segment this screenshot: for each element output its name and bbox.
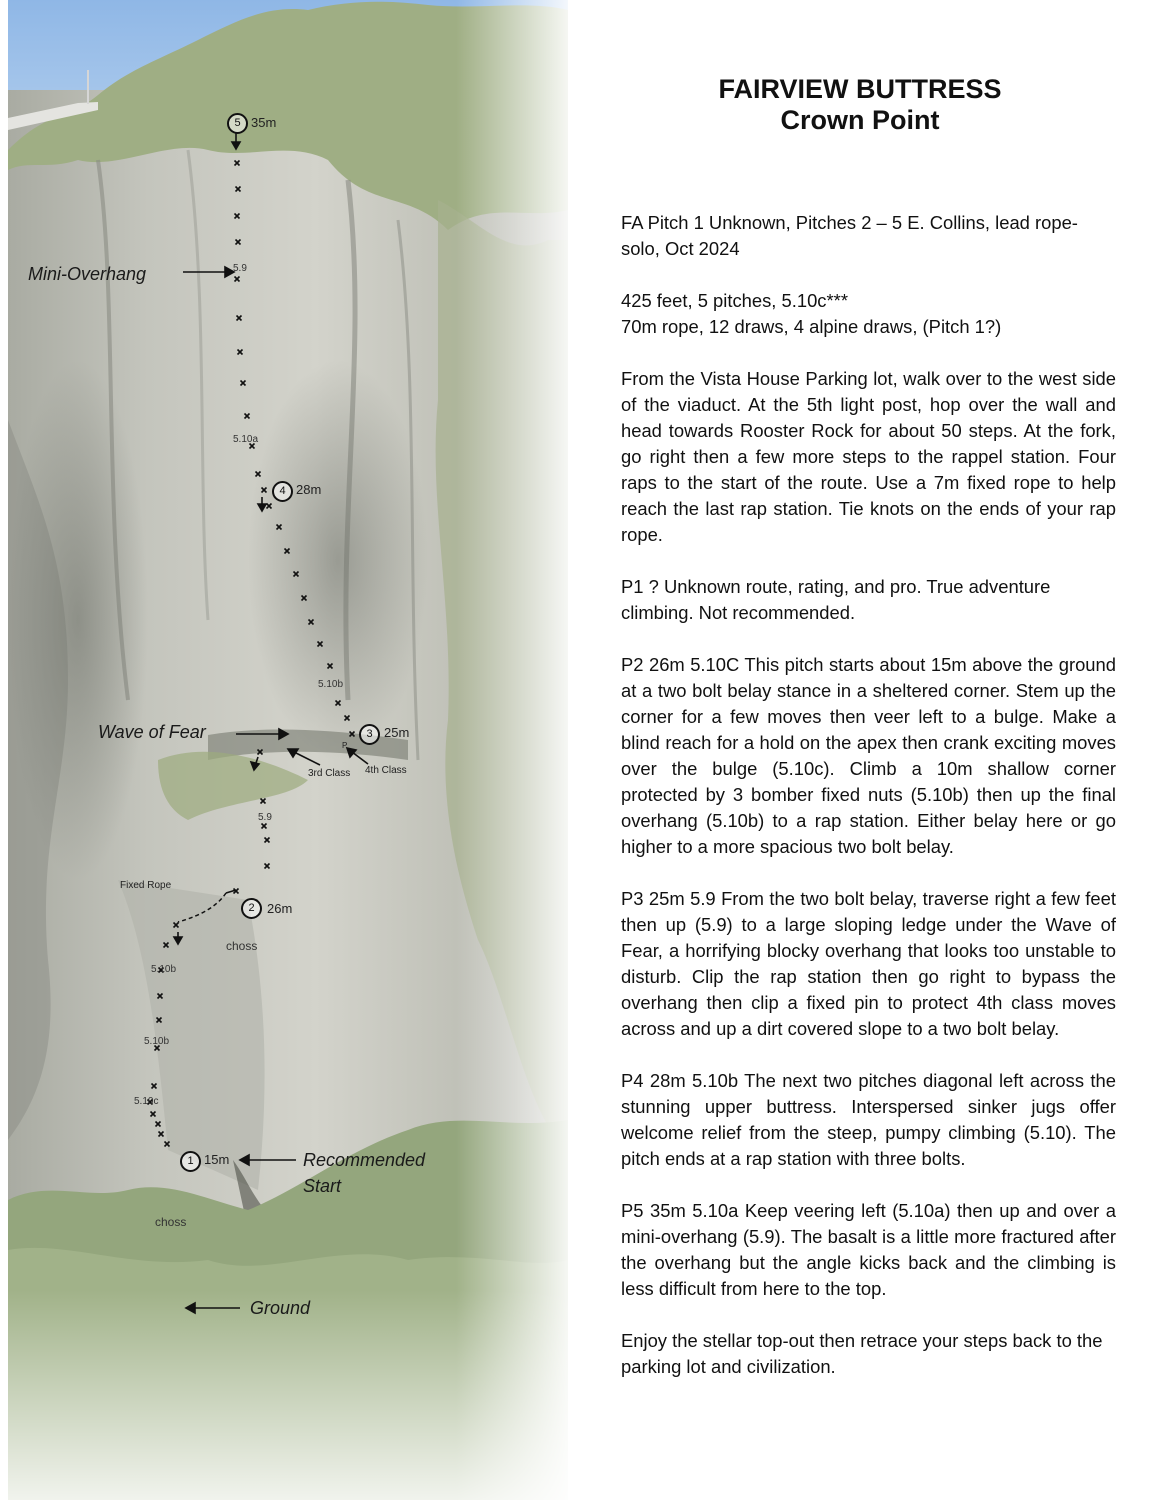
grade-p5-low: 5.10a — [233, 434, 259, 445]
grade-p3: 5.10b — [318, 679, 344, 690]
pitch-4-paragraph: P4 28m 5.10b The next two pitches diagonal left across the stunning upper buttress. Interspersed sinker jugs offer welcome relief from the steep, pumpy climbing (5.10). The pitch ends at a rap station with three bolts. — [621, 1070, 1116, 1169]
pitch-5-paragraph: P5 35m 5.10a Keep veering left (5.10a) then up and over a mini-overhang (5.9). The basalt is a little more fractured after the overhang but the angle kicks back and the climbing is less difficult from here to the top. — [621, 1200, 1116, 1299]
pitch-2-paragraph: P2 26m 5.10C This pitch starts about 15m above the ground at a two bolt belay stance in a sheltered corner. Stem up the corner for a few moves then veer left to a bulge. Make a blind reach for a hold on the apex then crank exciting moves over the bulge (5.10c). Climb a 10m shallow corner protected by 3 bomber fixed nuts (5.10b) then up the final overhang (5.10b) to a rap station. Either belay here or go higher to a more spacious two bolt belay. — [621, 654, 1116, 857]
mini-overhang-label: Mini-Overhang — [28, 264, 147, 284]
recommended-start-label-2: Start — [303, 1176, 342, 1196]
anchor-3-marker: 3 — [359, 724, 380, 745]
wave-of-fear-label: Wave of Fear — [98, 722, 206, 742]
choss-lower-label: choss — [155, 1215, 187, 1229]
anchor-2-marker: 2 — [241, 898, 262, 919]
anchor-1-length: 15m — [204, 1152, 230, 1167]
pitch-1-paragraph: P1 ? Unknown route, rating, and pro. True adventure climbing. Not recommended. — [621, 576, 1051, 623]
grade-p2-a: 5.10b — [151, 964, 177, 975]
choss-upper-label: choss — [226, 939, 258, 953]
first-ascent-paragraph: FA Pitch 1 Unknown, Pitches 2 – 5 E. Collins, lead rope-solo, Oct 2024 — [621, 212, 1078, 259]
ground-label: Ground — [250, 1298, 311, 1318]
finish-paragraph: Enjoy the stellar top-out then retrace your steps back to the parking lot and civilization. — [621, 1330, 1103, 1377]
page-subtitle: Crown Point — [780, 105, 940, 135]
anchor-4-length: 28m — [296, 482, 322, 497]
fourth-class-label: 4th Class — [365, 765, 407, 776]
fixed-pin-label: P — [342, 741, 348, 750]
anchor-4-marker: 4 — [272, 481, 293, 502]
route-stats-line-1: 425 feet, 5 pitches, 5.10c*** — [621, 290, 848, 311]
grade-p5-mid: 5.9 — [233, 263, 247, 274]
recommended-start-label: Recommended — [303, 1150, 426, 1170]
anchor-1-marker: 1 — [180, 1151, 201, 1172]
third-class-label: 3rd Class — [308, 768, 351, 779]
route-stats-line-2: 70m rope, 12 draws, 4 alpine draws, (Pitch 1?) — [621, 316, 1002, 337]
grade-p2-upper: 5.9 — [258, 812, 272, 823]
fixed-rope-label: Fixed Rope — [120, 880, 172, 891]
cliff-photo — [8, 0, 568, 1500]
anchor-5-length: 35m — [251, 115, 277, 130]
approach-paragraph: From the Vista House Parking lot, walk over to the west side of the viaduct. At the 5th light post, hop over the wall and head towards Rooster Rock for about 50 steps. At the fork, go right then a few more steps to the rappel station. Four raps to the start of the route. Use a 7m fixed rope to help reach the last rap station. Tie knots on the ends of your rap rope. — [621, 368, 1116, 545]
grade-p2-b: 5.10b — [144, 1036, 170, 1047]
grade-p2-c: 5.10c — [134, 1096, 159, 1107]
anchor-2-length: 26m — [267, 901, 293, 916]
pitch-3-paragraph: P3 25m 5.9 From the two bolt belay, traverse right a few feet then up (5.9) to a large sloping ledge under the Wave of Fear, a horrifying blocky overhang that looks too unstable to disturb. Clip the rap station then go right to bypass the overhang then clip a fixed pin to protect 4th class moves across and up a dirt covered slope to a two bolt belay. — [621, 888, 1116, 1039]
anchor-5-marker: 5 — [227, 113, 248, 134]
anchor-3-length: 25m — [384, 725, 410, 740]
page-title: FAIRVIEW BUTTRESS — [718, 74, 1002, 104]
title-block — [620, 74, 1100, 136]
topo-photo — [8, 0, 568, 1500]
route-description — [621, 210, 1116, 1406]
